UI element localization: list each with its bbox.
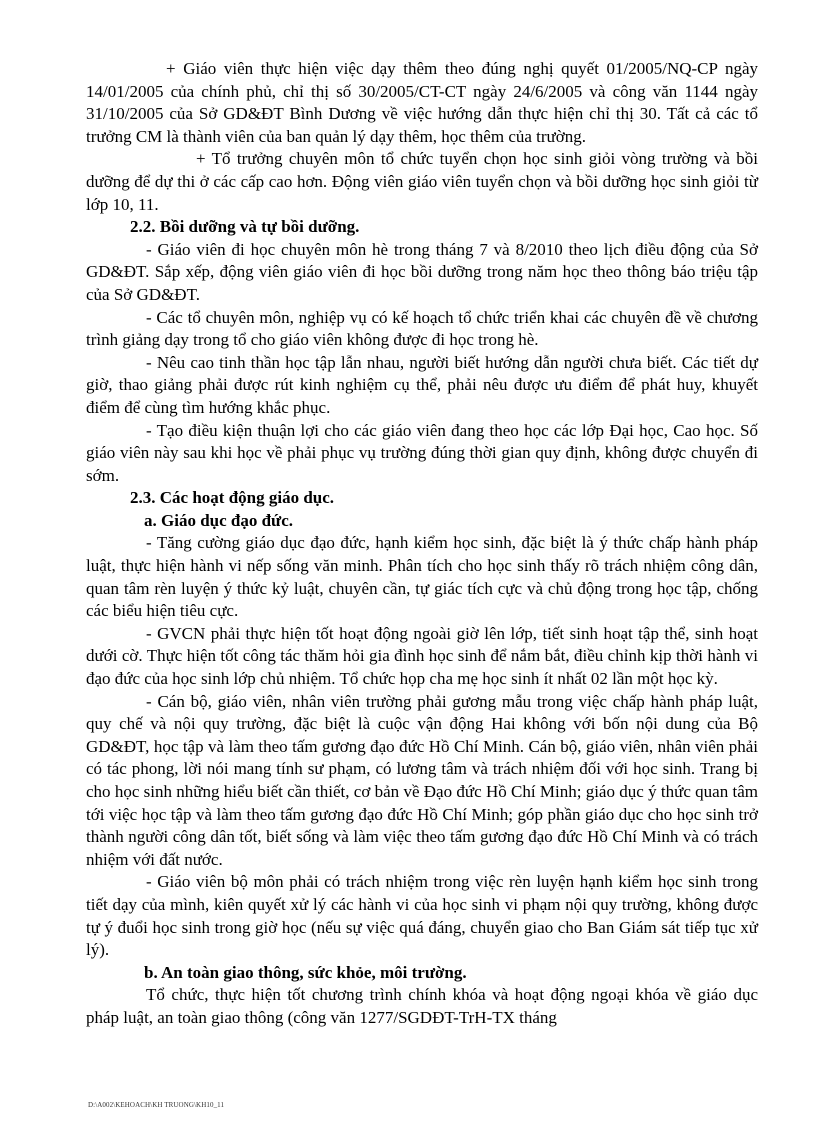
paragraph-traffic-safety: Tổ chức, thực hiện tốt chương trình chính khóa và hoạt động ngoại khóa về giáo dục pháp luật, an toàn giao thông (công văn 1277/SGDĐT-TrH-TX tháng bbox=[86, 985, 758, 1027]
heading-b-traffic-safety: b. An toàn giao thông, sức khỏe, môi trường. bbox=[144, 962, 467, 982]
document-body bbox=[86, 58, 758, 1030]
paragraph-moral-education: - Tăng cường giáo dục đạo đức, hạnh kiểm học sinh, đặc biệt là ý thức chấp hành pháp luật, thực hiện hành vi nếp sống văn minh. Phân tích cho học sinh thấy rõ trách nhiệm công dân, quan tâm rèn luyện ý thức kỷ luật, chuyên cần, tự giác tích cực và chủ động trong học tập, chống các biểu hiện tiêu cực. bbox=[86, 533, 758, 621]
paragraph-higher-education: - Tạo điều kiện thuận lợi cho các giáo viên đang theo học các lớp Đại học, Cao học. Số giáo viên này sau khi học về phải phục vụ trường đúng thời gian quy định, không được chuyển đi sớm. bbox=[86, 420, 758, 485]
heading-2-3: 2.3. Các hoạt động giáo dục. bbox=[130, 488, 335, 508]
paragraph-subject-teachers: - Giáo viên bộ môn phải có trách nhiệm trong việc rèn luyện hạnh kiểm học sinh trong tiết dạy của mình, kiên quyết xử lý các hành vi của học sinh vi phạm nội quy trường, không được tự ý đuổi học sinh trong giờ học (nếu sự việc quá đáng, chuyển giao cho Ban Giám sát tiếp tục xử lý). bbox=[86, 872, 758, 960]
heading-a-moral-education: a. Giáo dục đạo đức. bbox=[144, 510, 294, 530]
heading-2-2: 2.2. Bồi dưỡng và tự bồi dưỡng. bbox=[130, 217, 360, 237]
paragraph-homeroom-teacher: - GVCN phải thực hiện tốt hoạt động ngoài giờ lên lớp, tiết sinh hoạt tập thể, sinh hoạt dưới cờ. Thực hiện tốt công tác thăm hỏi gia đình học sinh để nắm bắt, điều chỉnh kịp thời hành vi đạo đức của học sinh lớp chủ nhiệm. Tổ chức họp cha mẹ học sinh ít nhất 02 lần một học kỳ. bbox=[86, 623, 758, 689]
paragraph-gifted-students: + Tổ trưởng chuyên môn tổ chức tuyển chọn học sinh giỏi vòng trường và bồi dưỡng để dự thi ở các cấp cao hơn. Động viên giáo viên tuyển chọn và bồi dưỡng học sinh giỏi từ lớp 10, 11. bbox=[86, 149, 758, 214]
paragraph-staff-example: - Cán bộ, giáo viên, nhân viên trường phải gương mẫu trong việc chấp hành pháp luật, quy chế và nội quy trường, đặc biệt là cuộc vận động Hai không với bốn nội dung của Bộ GD&ĐT, học tập và làm theo tấm gương đạo đức Hồ Chí Minh. Cán bộ, giáo viên, nhân viên phải có tác phong, lời nói mang tính sư phạm, có lương tâm và trách nhiệm đối với học sinh. Trang bị cho học sinh những hiểu biết cần thiết, cơ bản về Đạo đức Hồ Chí Minh; giáo dục ý thức quan tâm tới việc học tập và làm theo tấm gương đạo đức Hồ Chí Minh; góp phần giáo dục cho học sinh trở thành người công dân tốt, biết sống và làm việc theo tấm gương đạo đức Hồ Chí Minh và có trách nhiệm với đất nước. bbox=[86, 691, 758, 869]
paragraph-department-plans: - Các tổ chuyên môn, nghiệp vụ có kế hoạch tổ chức triển khai các chuyên đề về chương trình giảng dạy trong tổ cho giáo viên không được đi học trong hè. bbox=[86, 307, 758, 350]
file-path-footer: D:\A002\KEHOACH\KH TRUONG\KH10_11 bbox=[88, 1101, 225, 1109]
paragraph-peer-learning: - Nêu cao tinh thần học tập lẫn nhau, người biết hướng dẫn người chưa biết. Các tiết dự giờ, thao giảng phải được rút kinh nghiệm cụ thể, phải nêu được ưu điểm để phát huy, khuyết điểm để cùng tìm hướng khắc phục. bbox=[86, 352, 758, 417]
paragraph-extra-teaching: + Giáo viên thực hiện việc dạy thêm theo đúng nghị quyết 01/2005/NQ-CP ngày 14/01/2005 của chính phủ, chỉ thị số 30/2005/CT-CT ngày 24/6/2005 và công văn 1144 ngày 31/10/2005 của Sở GD&ĐT Bình Dương về việc hướng dẫn thực hiện chỉ thị 30. Tất cả các tổ trưởng CM là thành viên của ban quản lý dạy thêm, học thêm của trường. bbox=[86, 59, 758, 146]
paragraph-summer-training: - Giáo viên đi học chuyên môn hè trong tháng 7 và 8/2010 theo lịch điều động của Sở GD&ĐT. Sắp xếp, động viên giáo viên đi học bồi dưỡng trong năm học theo thông báo triệu tập của Sở GD&ĐT. bbox=[86, 239, 758, 304]
